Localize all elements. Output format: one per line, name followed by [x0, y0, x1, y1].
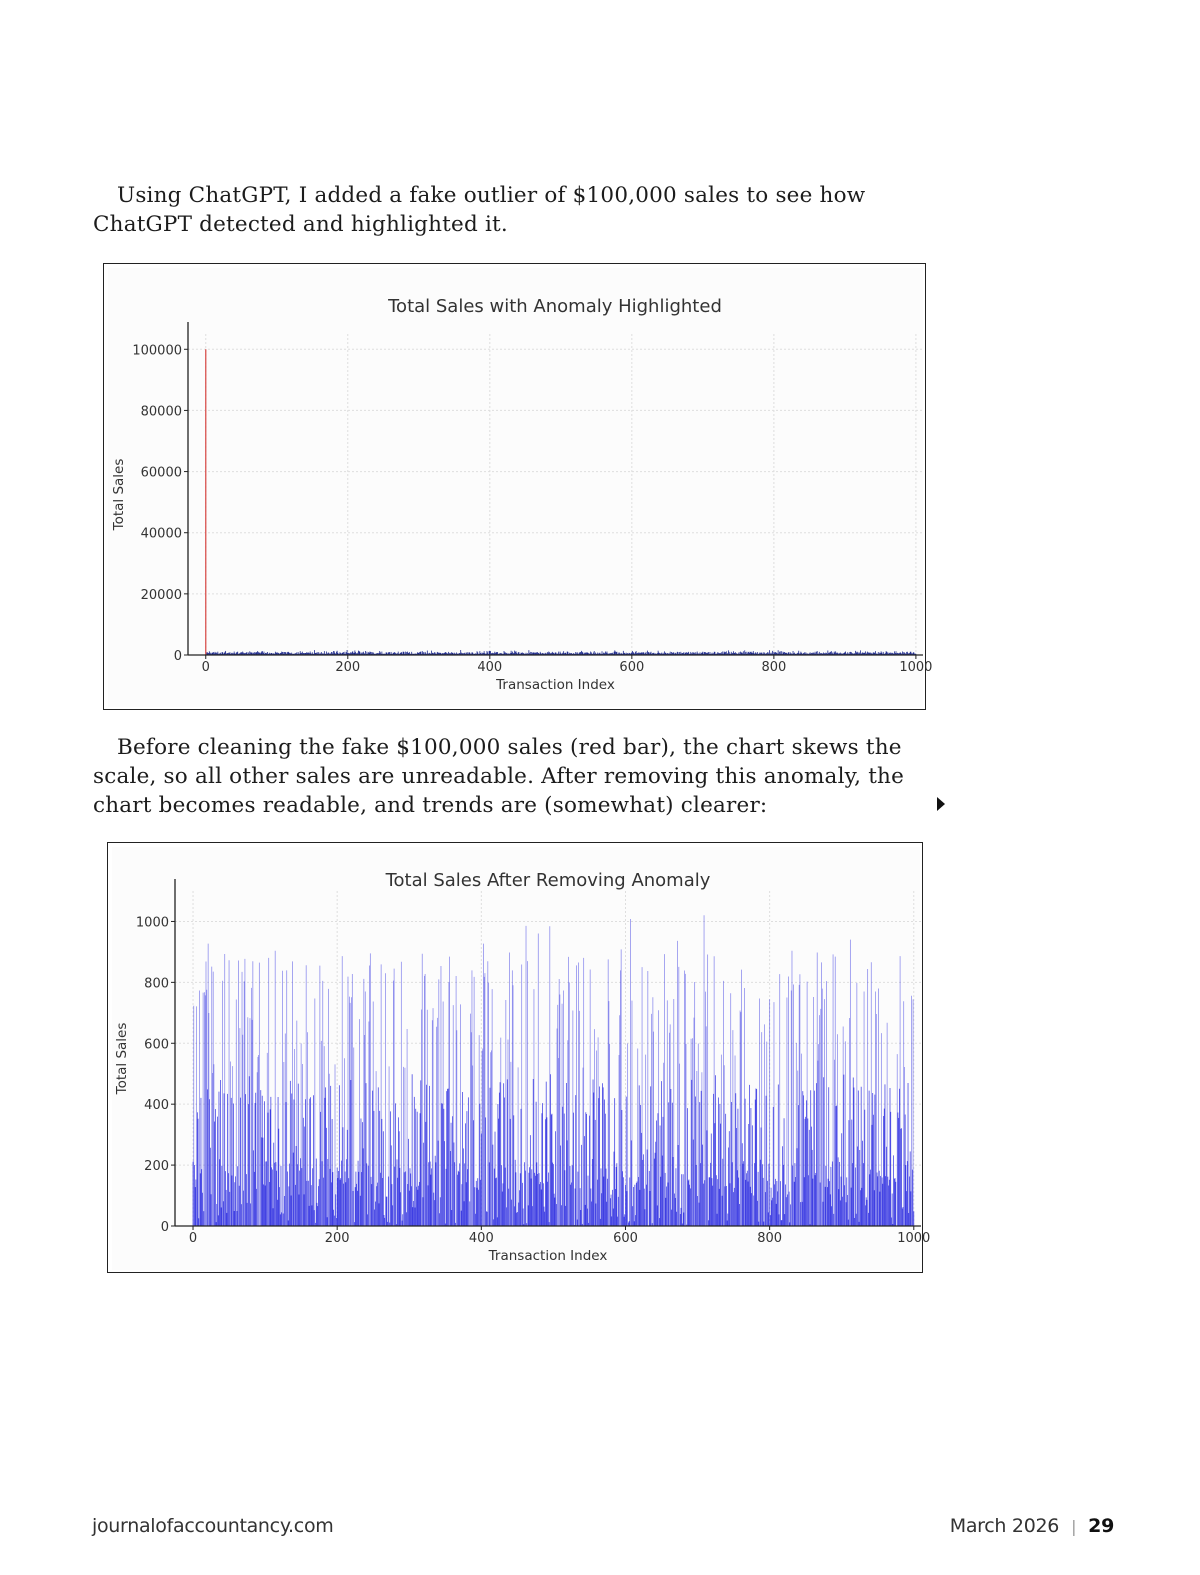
footer-page-info [950, 1515, 1114, 1537]
chart-with-anomaly [103, 263, 933, 710]
y-tick-label: 600 [144, 1037, 169, 1053]
y-tick-label: 20000 [140, 587, 182, 603]
y-tick-label: 400 [144, 1098, 169, 1114]
x-axis-label: Transaction Index [496, 677, 615, 693]
y-tick-label: 0 [160, 1220, 169, 1235]
x-tick-label: 0 [188, 1231, 198, 1246]
chart-after-removal [107, 842, 931, 1273]
x-tick-label: 800 [757, 1231, 783, 1246]
page-number: 29 [1088, 1515, 1114, 1537]
y-axis-label: Total Sales [111, 458, 127, 531]
x-axis-label: Transaction Index [488, 1248, 608, 1264]
x-tick-label: 400 [468, 1231, 494, 1246]
chart-title: Total Sales with Anomaly Highlighted [388, 296, 722, 317]
y-tick-label: 100000 [132, 343, 182, 359]
x-tick-label: 1000 [899, 660, 933, 675]
y-tick-label: 40000 [140, 526, 182, 542]
y-axis-label: Total Sales [114, 1022, 130, 1095]
y-tick-label: 1000 [135, 915, 169, 931]
x-tick-label: 800 [761, 660, 787, 675]
figure-background [108, 268, 923, 707]
chart-clean-svg [108, 843, 931, 1274]
footer-date: March 2026 [949, 1515, 1060, 1537]
y-tick-label: 0 [173, 649, 182, 664]
footer-separator: | [1071, 1517, 1077, 1536]
continue-arrow-icon[interactable] [937, 797, 945, 811]
chart-title: Total Sales After Removing Anomaly [385, 870, 711, 891]
x-tick-label: 0 [201, 660, 210, 675]
y-tick-label: 200 [144, 1159, 169, 1175]
footer-site[interactable]: journalofaccountancy.com [92, 1515, 334, 1537]
y-tick-label: 60000 [140, 465, 182, 481]
chart-anomaly-svg [104, 264, 933, 711]
y-tick-label: 80000 [140, 404, 182, 420]
paragraph-explanation: Before cleaning the fake $100,000 sales (red bar), the chart skews the scale, so all other sales are unreadable. After removing this anomaly, the chart becomes readable, and trends are (somewhat) clearer: [93, 735, 905, 818]
x-tick-label: 400 [477, 660, 503, 675]
x-tick-label: 200 [335, 660, 361, 675]
x-tick-label: 600 [613, 1231, 638, 1246]
y-tick-label: 800 [144, 976, 169, 992]
x-tick-label: 600 [619, 660, 645, 675]
x-tick-label: 1000 [897, 1231, 931, 1246]
paragraph-intro: Using ChatGPT, I added a fake outlier of $100,000 sales to see how ChatGPT detected and highlighted it. [93, 183, 866, 237]
x-tick-label: 200 [324, 1231, 350, 1246]
